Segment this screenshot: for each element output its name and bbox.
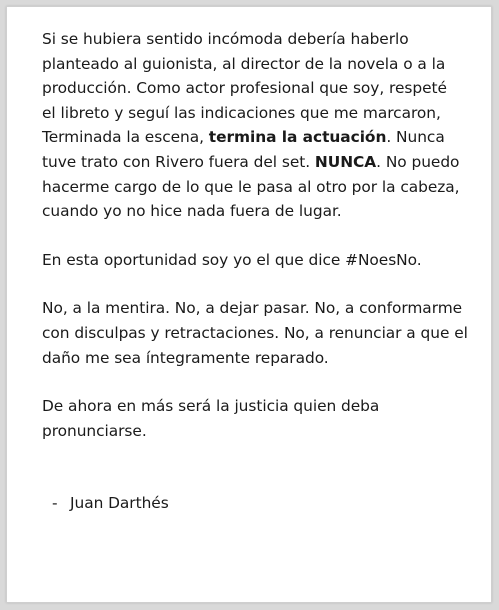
bold-phrase: termina la actuación [208,128,387,147]
document-page [6,6,492,603]
text-line: . Nunca [386,128,445,147]
signature-name: Juan Darthés [70,494,169,513]
signature-dash: - [52,494,58,513]
paragraph-2 [42,248,497,273]
text-line: En esta oportunidad soy yo el que dice #NoesNo. [42,250,422,269]
text-line: De ahora en más será la justicia quien deba [42,397,380,416]
paragraph-3 [42,296,497,370]
text-line: hacerme cargo de lo que le pasa al otro por la cabeza, [42,177,460,196]
bold-phrase: NUNCA [314,152,377,171]
paragraph-1 [42,27,497,224]
text-line: planteado al guionista, al director de la novela o a la [42,54,446,73]
statement-body [42,27,497,516]
text-line: Terminada la escena, [42,128,209,147]
text-line: cuando yo no hice nada fuera de lugar. [42,202,342,221]
text-line: pronunciarse. [42,421,147,440]
text-line: Si se hubiera sentido incómoda debería haberlo [42,30,409,48]
text-line: No, a la mentira. No, a dejar pasar. No, a conformarme [42,299,463,318]
text-line: el libreto y seguí las indicaciones que me marcaron, [42,103,441,122]
text-line: tuve trato con Rivero fuera del set. [42,152,315,171]
signature [42,491,497,516]
text-line: con disculpas y retractaciones. No, a renunciar a que el [42,323,468,342]
text-line: . No puedo [376,152,460,171]
paragraph-4 [42,394,497,443]
text-line: producción. Como actor profesional que soy, respeté [42,79,447,98]
text-line: daño me sea íntegramente reparado. [42,348,329,367]
